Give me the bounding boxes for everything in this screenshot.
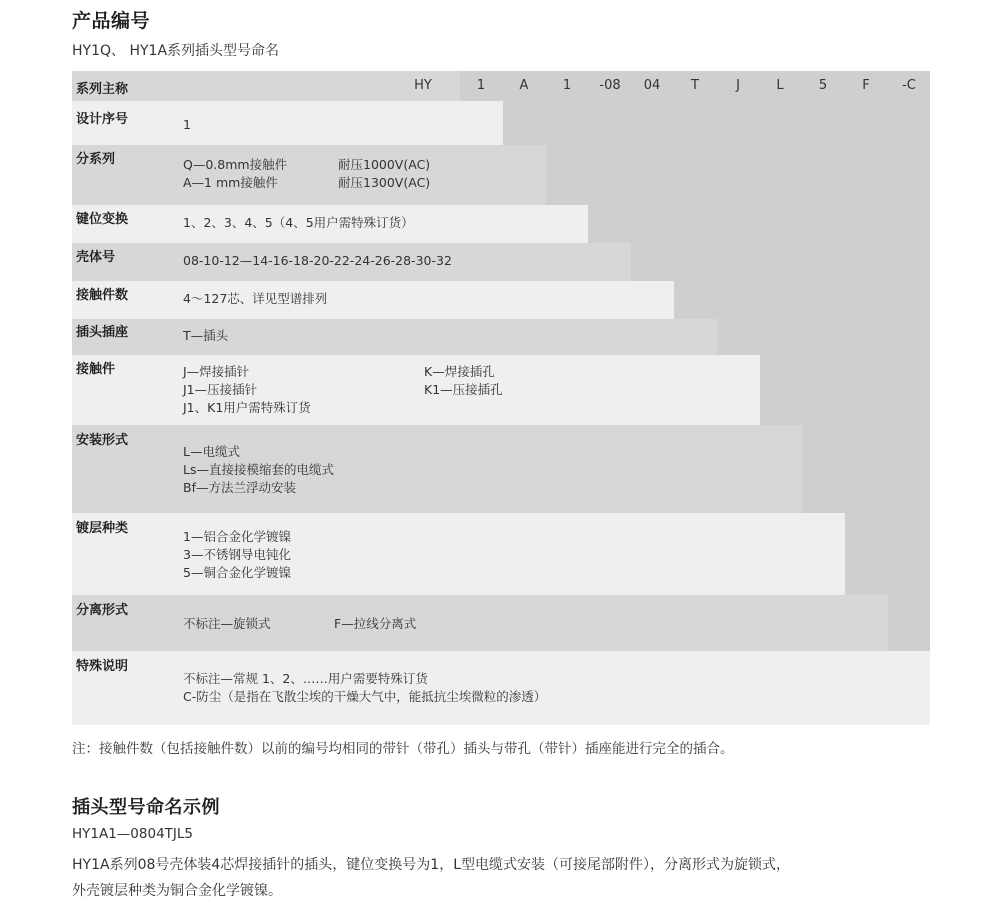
code-10: F <box>862 78 870 93</box>
design-value: 1 <box>183 117 191 132</box>
mount-line: Bf—方法兰浮动安装 <box>183 480 296 495</box>
plating-line: 1—铝合金化学镀镍 <box>183 529 291 544</box>
mount-line: L—电缆式 <box>183 444 240 459</box>
example-desc-line2: 外壳镀层种类为铜合金化学镀镍。 <box>72 883 282 899</box>
contacts-socket-line: K—焊接插孔 <box>424 364 495 379</box>
code-6: T <box>691 78 699 93</box>
row-label-special: 特殊说明 <box>76 659 129 674</box>
code-3: 1 <box>562 78 572 93</box>
code-5: 04 <box>643 78 661 93</box>
subseries-line: A—1 mm接触件 <box>183 175 278 190</box>
shell-value: 08-10-12—14-16-18-20-22-24-26-28-30-32 <box>183 253 452 268</box>
plating-line: 3—不锈钢导电钝化 <box>183 547 291 562</box>
code-7: J <box>736 78 740 93</box>
code-2: A <box>519 78 529 93</box>
mount-line: Ls—直接接模缩套的电缆式 <box>183 462 334 477</box>
row-label-shell: 壳体号 <box>76 250 116 265</box>
row-label-key: 键位变换 <box>76 212 129 227</box>
code-9: 5 <box>818 78 828 93</box>
code-11: -C <box>902 78 916 93</box>
row-label-plug: 插头插座 <box>76 325 129 340</box>
code-1: 1 <box>476 78 486 93</box>
plating-line: 5—铜合金化学镀镍 <box>183 565 291 580</box>
subseries-voltage: 耐压1000V(AC) <box>338 157 431 172</box>
subseries-voltage: 耐压1300V(AC) <box>338 175 431 190</box>
row-band-contacts-count <box>72 281 674 319</box>
special-line: C-防尘（是指在飞散尘埃的干燥大气中，能抵抗尘埃微粒的渗透） <box>183 689 547 704</box>
contacts-line: J—焊接插针 <box>183 364 250 379</box>
row-label-subseries: 分系列 <box>76 152 116 167</box>
page-subtitle: HY1Q、 HY1A系列插头型号命名 <box>72 43 280 59</box>
code-0: HY <box>414 78 432 93</box>
code-8: L <box>776 78 784 93</box>
special-line: 不标注—常规 1、2、……用户需要特殊订货 <box>183 671 428 686</box>
example-code: HY1A1—0804TJL5 <box>72 826 194 842</box>
row-label-contacts: 接触件 <box>76 362 116 377</box>
key-value: 1、2、3、4、5（4、5用户需特殊订货） <box>183 215 414 230</box>
compatibility-note: 注：接触件数（包括接触件数）以前的编号均相同的带针（带孔）插头与带孔（带针）插座能进行完全的插合。 <box>72 741 734 757</box>
separation-value: 不标注—旋锁式 <box>183 616 271 631</box>
subseries-line: Q—0.8mm接触件 <box>183 157 288 172</box>
row-band-series <box>72 71 460 101</box>
row-label-separation: 分离形式 <box>76 603 129 618</box>
row-band-contacts <box>72 355 760 425</box>
page-title: 产品编号 <box>72 10 151 32</box>
contacts-line: J1—压接插针 <box>183 382 258 397</box>
row-label-contacts-count: 接触件数 <box>76 288 129 303</box>
contacts-line: J1、K1用户需特殊订货 <box>183 400 311 415</box>
row-band-design <box>72 101 503 145</box>
row-band-subseries <box>72 145 546 205</box>
example-title: 插头型号命名示例 <box>72 797 220 818</box>
example-desc-line1: HY1A系列08号壳体装4芯焊接插针的插头，键位变换号为1，L型电缆式安装（可接尾部附件），分离形式为旋锁式， <box>72 857 790 873</box>
code-4: -08 <box>599 78 621 93</box>
row-label-mount: 安装形式 <box>76 433 129 448</box>
row-label-plating: 镀层种类 <box>76 521 129 536</box>
contacts-socket-line: K1—压接插孔 <box>424 382 503 397</box>
row-band-mount <box>72 425 802 513</box>
contacts-count-value: 4～127芯、详见型谱排列 <box>183 291 328 306</box>
row-band-plug <box>72 319 717 355</box>
row-label-design: 设计序号 <box>76 112 129 127</box>
separation-value-2: F—拉线分离式 <box>334 616 417 631</box>
plug-value: T—插头 <box>183 328 229 343</box>
row-label-series: 系列主称 <box>76 82 129 97</box>
